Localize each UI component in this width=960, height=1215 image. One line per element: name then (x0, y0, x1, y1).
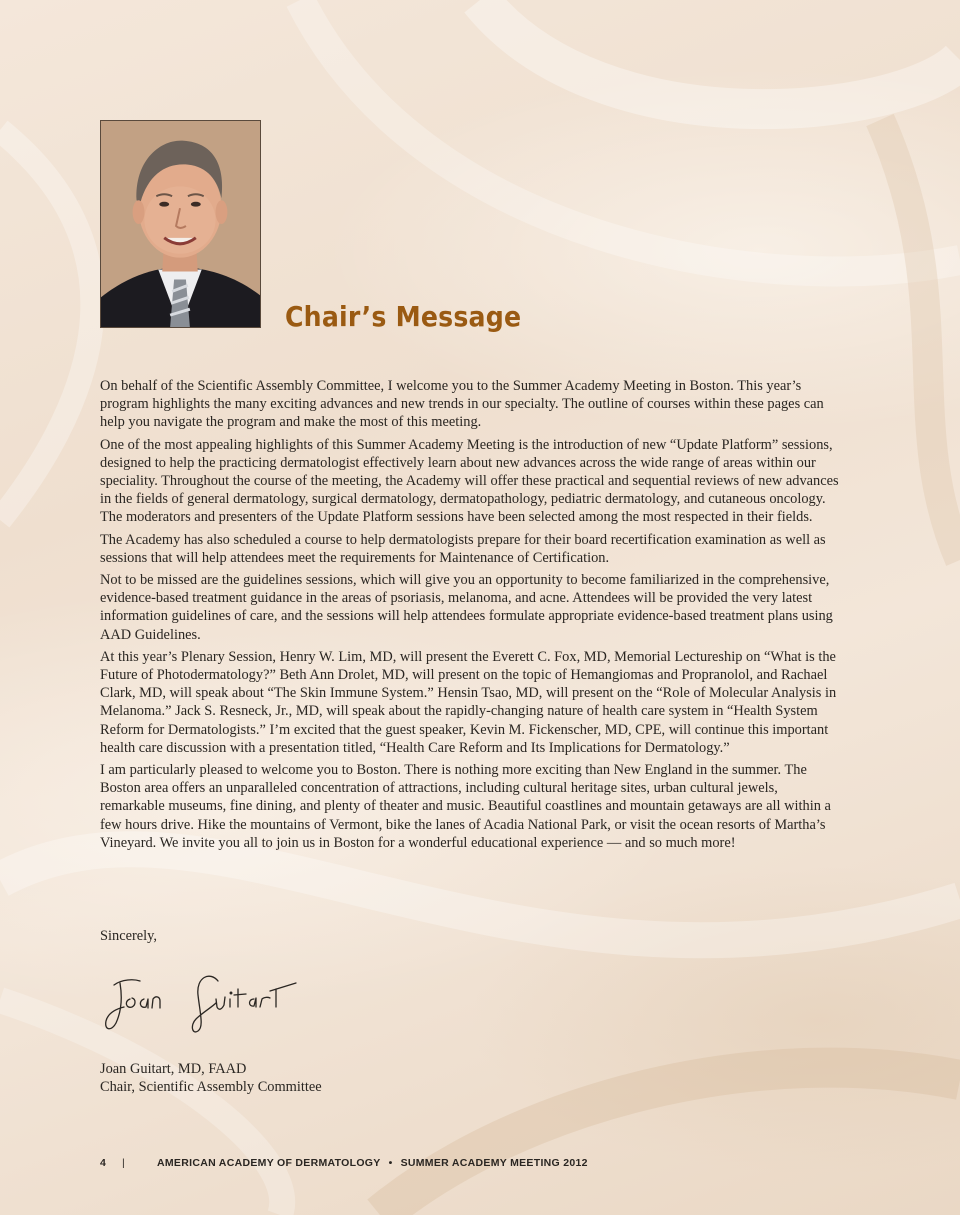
paragraph: Not to be missed are the guidelines sessions, which will give you an opportunity to become familiarized in the comprehensive, evidence-based treatment guidance in the areas of psoriasis, melanoma, and acne. Attendees will be provided the very latest information guidelines of care, and the sessions will help attendees formulate appropriate evidence-based treatment plans using AAD Guidelines. (100, 572, 833, 643)
chair-portrait-photo (100, 120, 261, 328)
handwritten-signature (100, 965, 300, 1040)
paragraph: I am particularly pleased to welcome you to Boston. There is nothing more exciting than New England in the summer. The Boston area offers an unparalleled concentration of attractions, including cultural heritage sites, urban cultural jewels, remarkable museums, fine dining, and plenty of theater and music. Beautiful coastlines and mountain getaways are all within a few hours drive. Hike the mountains of Vermont, bike the lanes of Acadia National Park, or visit the ocean resorts of Martha’s Vineyard. We invite you all to join us in Boston for a wonderful educational experience — and so much more! (100, 762, 831, 851)
page-number: 4 (100, 1157, 107, 1169)
paragraph: The Academy has also scheduled a course to help dermatologists prepare for their board recertification examination as well as sessions that will help attendees meet the requirements for Maintenance of Certification. (100, 531, 826, 566)
portrait-illustration (101, 121, 260, 327)
page-title: Chair’s Message (285, 300, 522, 333)
paragraph: On behalf of the Scientific Assembly Committee, I welcome you to the Summer Academy Meeting in Boston. This year’s program highlights the many exciting advances and new trends in our specialty. The outline of courses within these pages can help you navigate the program and make the most of this meeting. (100, 378, 824, 431)
footer-organization: AMERICAN ACADEMY OF DERMATOLOGY (157, 1157, 381, 1169)
footer-separator: | (122, 1157, 126, 1169)
letter-body (100, 377, 845, 856)
signatory-name: Joan Guitart, MD, FAAD (100, 1061, 247, 1077)
footer-bullet: • (388, 1157, 393, 1169)
closing-salutation: Sincerely, (100, 928, 158, 944)
paragraph: One of the most appealing highlights of this Summer Academy Meeting is the introduction of new “Update Platform” sessions, designed to help the practicing dermatologist effectively learn about new advances across the wide range of areas within our speciality. Throughout the course of the meeting, the Academy will offer these practical and sequential reviews of new advances in the fields of general dermatology, surgical dermatology, dermatopathology, pediatric dermatology, and cutaneous oncology. The moderators and presenters of the Update Platform sessions have been selected among the most respected in their fields. (100, 436, 839, 526)
footer-event: SUMMER ACADEMY MEETING 2012 (400, 1157, 588, 1169)
signatory-block (100, 1060, 322, 1096)
paragraph: At this year’s Plenary Session, Henry W. Lim, MD, will present the Everett C. Fox, MD, Memorial Lectureship on “What is the Future of Photodermatology?” Beth Ann Drolet, MD, will present on the topic of Hemangiomas and Propranolol, and Rachael Clark, MD, will speak about “The Skin Immune System.” Hensin Tsao, MD, will present on the “Role of Molecular Analysis in Melanoma.” Jack S. Resneck, Jr., MD, will speak about the rapidly-changing nature of health care system in “Health System Reform for Dermatologists.” I’m excited that the guest speaker, Kevin M. Fickenscher, MD, CPE, will continue this important health care discussion with a presentation titled, “Health Care Reform and Its Implications for Dermatology.” (100, 648, 837, 756)
signatory-role: Chair, Scientific Assembly Committee (100, 1079, 322, 1095)
page-footer (100, 1157, 588, 1169)
